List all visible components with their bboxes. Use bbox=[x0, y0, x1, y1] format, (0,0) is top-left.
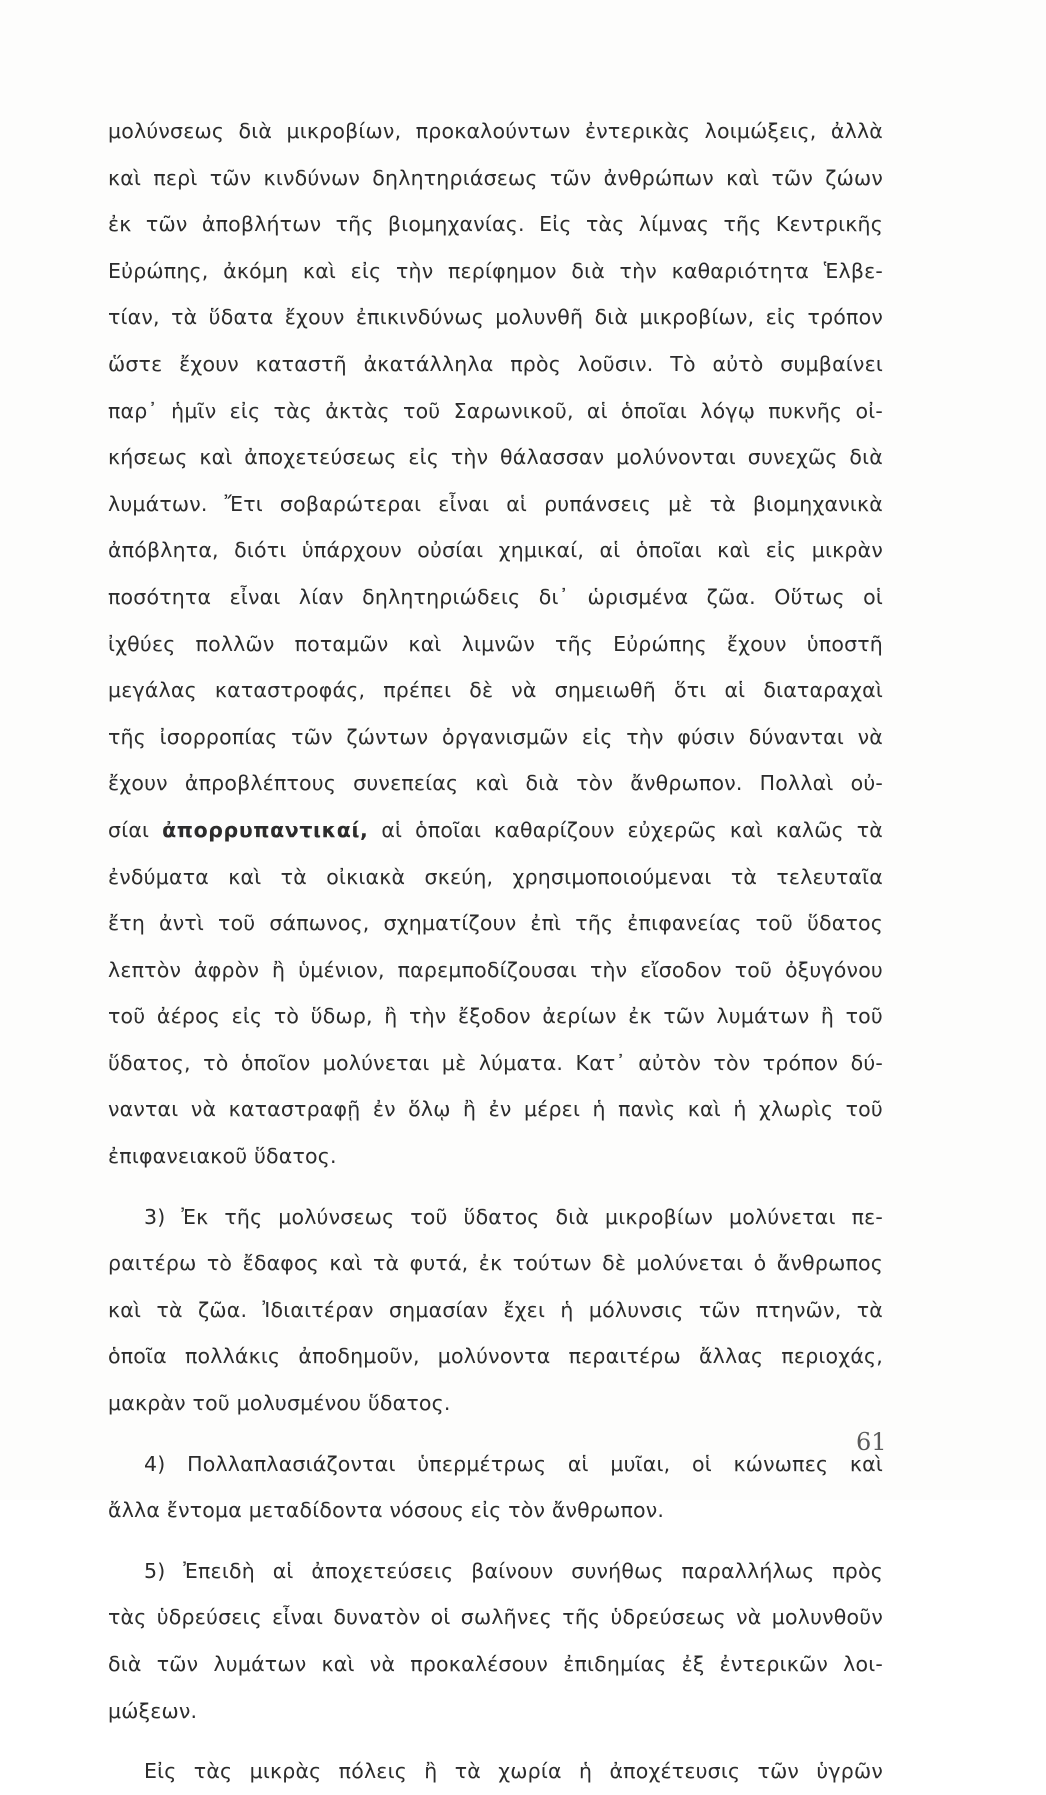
body-text bbox=[108, 108, 883, 1795]
text-fragment: σίαι bbox=[108, 817, 163, 842]
text-line-with-bold-term bbox=[108, 807, 883, 854]
text-line: ραιτέρω τὸ ἔδαφος καὶ τὰ φυτά, ἐκ τούτων δὲ μολύνεται ὁ ἄνθρωπος bbox=[108, 1251, 883, 1276]
text-line: μακρὰν τοῦ μολυσμένου ὕδατος. bbox=[108, 1391, 451, 1416]
text-line: μώξεων. bbox=[108, 1698, 198, 1723]
text-line: ἐπιφανειακοῦ ὕδατος. bbox=[108, 1144, 337, 1169]
page-number: 61 bbox=[856, 1428, 887, 1456]
text-line: ὕδατος, τὸ ὁποῖον μολύνεται μὲ λύματα. Κατ᾽ αὐτὸν τὸν τρόπον δύ- bbox=[108, 1050, 883, 1075]
text-line: ὥστε ἔχουν καταστῆ ἀκατάλληλα πρὸς λοῦσιν. Τὸ αὐτὸ συμβαίνει bbox=[108, 351, 883, 376]
numbered-paragraph-5: 5) Ἐπειδὴ αἱ ἀποχετεύσεις βαίνουν συνήθως παραλλήλως πρὸς bbox=[144, 1558, 883, 1583]
text-line: ἄλλα ἔντομα μεταδίδοντα νόσους εἰς τὸν ἄνθρωπον. bbox=[108, 1498, 665, 1523]
text-line: διὰ τῶν λυμάτων καὶ νὰ προκαλέσουν ἐπιδημίας ἐξ ἐντερικῶν λοι- bbox=[108, 1652, 883, 1676]
text-line: ἀπόβλητα, διότι ὑπάρχουν οὐσίαι χημικαί, αἱ ὁποῖαι καὶ εἰς μικρὰν bbox=[108, 538, 883, 563]
text-line: τοῦ ἀέρος εἰς τὸ ὕδωρ, ἢ τὴν ἔξοδον ἀερίων ἐκ τῶν λυμάτων ἢ τοῦ bbox=[108, 1004, 883, 1029]
text-line: Εὐρώπης, ἀκόμη καὶ εἰς τὴν περίφημον διὰ τὴν καθαριότητα Ἑλβε- bbox=[108, 258, 883, 283]
text-line: ἐκ τῶν ἀποβλήτων τῆς βιομηχανίας. Εἰς τὰς λίμνας τῆς Κεντρικῆς bbox=[108, 212, 883, 237]
bold-term: ἀπορρυπαντικαί, bbox=[162, 817, 369, 842]
text-fragment: αἱ ὁποῖαι καθαρίζουν εὐχερῶς καὶ καλῶς τὰ bbox=[368, 817, 883, 842]
text-line: νανται νὰ καταστραφῇ ἐν ὅλῳ ἢ ἐν μέρει ἡ πανὶς καὶ ἡ χλωρὶς τοῦ bbox=[108, 1097, 883, 1122]
text-line: λεπτὸν ἀφρὸν ἢ ὑμένιον, παρεμποδίζουσαι τὴν εἴσοδον τοῦ ὀξυγόνου bbox=[108, 957, 883, 982]
text-line: καὶ τὰ ζῶα. Ἰδιαιτέραν σημασίαν ἔχει ἡ μόλυνσις τῶν πτηνῶν, τὰ bbox=[108, 1297, 883, 1322]
text-line: μεγάλας καταστροφάς, πρέπει δὲ νὰ σημειωθῆ ὅτι αἱ διαταραχαὶ bbox=[108, 678, 883, 703]
text-line: καὶ περὶ τῶν κινδύνων δηλητηριάσεως τῶν ἀνθρώπων καὶ τῶν ζώων bbox=[108, 165, 883, 190]
text-line: ἐνδύματα καὶ τὰ οἰκιακὰ σκεύη, χρησιμοποιούμεναι τὰ τελευταῖα bbox=[108, 864, 883, 889]
text-line: παρ᾽ ἡμῖν εἰς τὰς ἀκτὰς τοῦ Σαρωνικοῦ, αἱ ὁποῖαι λόγῳ πυκνῆς οἰ- bbox=[108, 398, 883, 423]
text-line: τίαν, τὰ ὕδατα ἔχουν ἐπικινδύνως μολυνθῆ διὰ μικροβίων, εἰς τρόπον bbox=[108, 305, 883, 330]
text-line: τῆς ἰσορροπίας τῶν ζώντων ὀργανισμῶν εἰς τὴν φύσιν δύνανται νὰ bbox=[108, 724, 883, 749]
paragraph-start: Εἰς τὰς μικρὰς πόλεις ἢ τὰ χωρία ἡ ἀποχέτευσις τῶν ὑγρῶν bbox=[144, 1759, 883, 1784]
text-line: κήσεως καὶ ἀποχετεύσεως εἰς τὴν θάλασσαν μολύνονται συνεχῶς διὰ bbox=[108, 445, 883, 470]
text-line: ὁποῖα πολλάκις ἀποδημοῦν, μολύνοντα περαιτέρω ἄλλας περιοχάς, bbox=[108, 1344, 883, 1369]
numbered-paragraph-3: 3) Ἐκ τῆς μολύνσεως τοῦ ὕδατος διὰ μικροβίων μολύνεται πε- bbox=[144, 1204, 883, 1229]
numbered-paragraph-4: 4) Πολλαπλασιάζονται ὑπερμέτρως αἱ μυῖαι, οἱ κώνωπες καὶ bbox=[144, 1451, 883, 1476]
text-line: ἔχουν ἀπροβλέπτους συνεπείας καὶ διὰ τὸν ἄνθρωπον. Πολλαὶ οὐ- bbox=[108, 771, 883, 796]
text-line: τὰς ὑδρεύσεις εἶναι δυνατὸν οἱ σωλῆνες τῆς ὑδρεύσεως νὰ μολυνθοῦν bbox=[108, 1605, 883, 1630]
text-line: μολύνσεως διὰ μικροβίων, προκαλούντων ἐντερικὰς λοιμώξεις, ἀλλὰ bbox=[108, 119, 883, 143]
text-line: ἰχθύες πολλῶν ποταμῶν καὶ λιμνῶν τῆς Εὐρώπης ἔχουν ὑποστῆ bbox=[108, 631, 883, 656]
text-line: ἔτη ἀντὶ τοῦ σάπωνος, σχηματίζουν ἐπὶ τῆς ἐπιφανείας τοῦ ὕδατος bbox=[108, 911, 883, 936]
text-line: ποσότητα εἶναι λίαν δηλητηριώδεις δι᾽ ὡρισμένα ζῶα. Οὕτως οἱ bbox=[108, 584, 883, 609]
text-line: λυμάτων. Ἔτι σοβαρώτεραι εἶναι αἱ ρυπάνσεις μὲ τὰ βιομηχανικὰ bbox=[108, 491, 883, 516]
